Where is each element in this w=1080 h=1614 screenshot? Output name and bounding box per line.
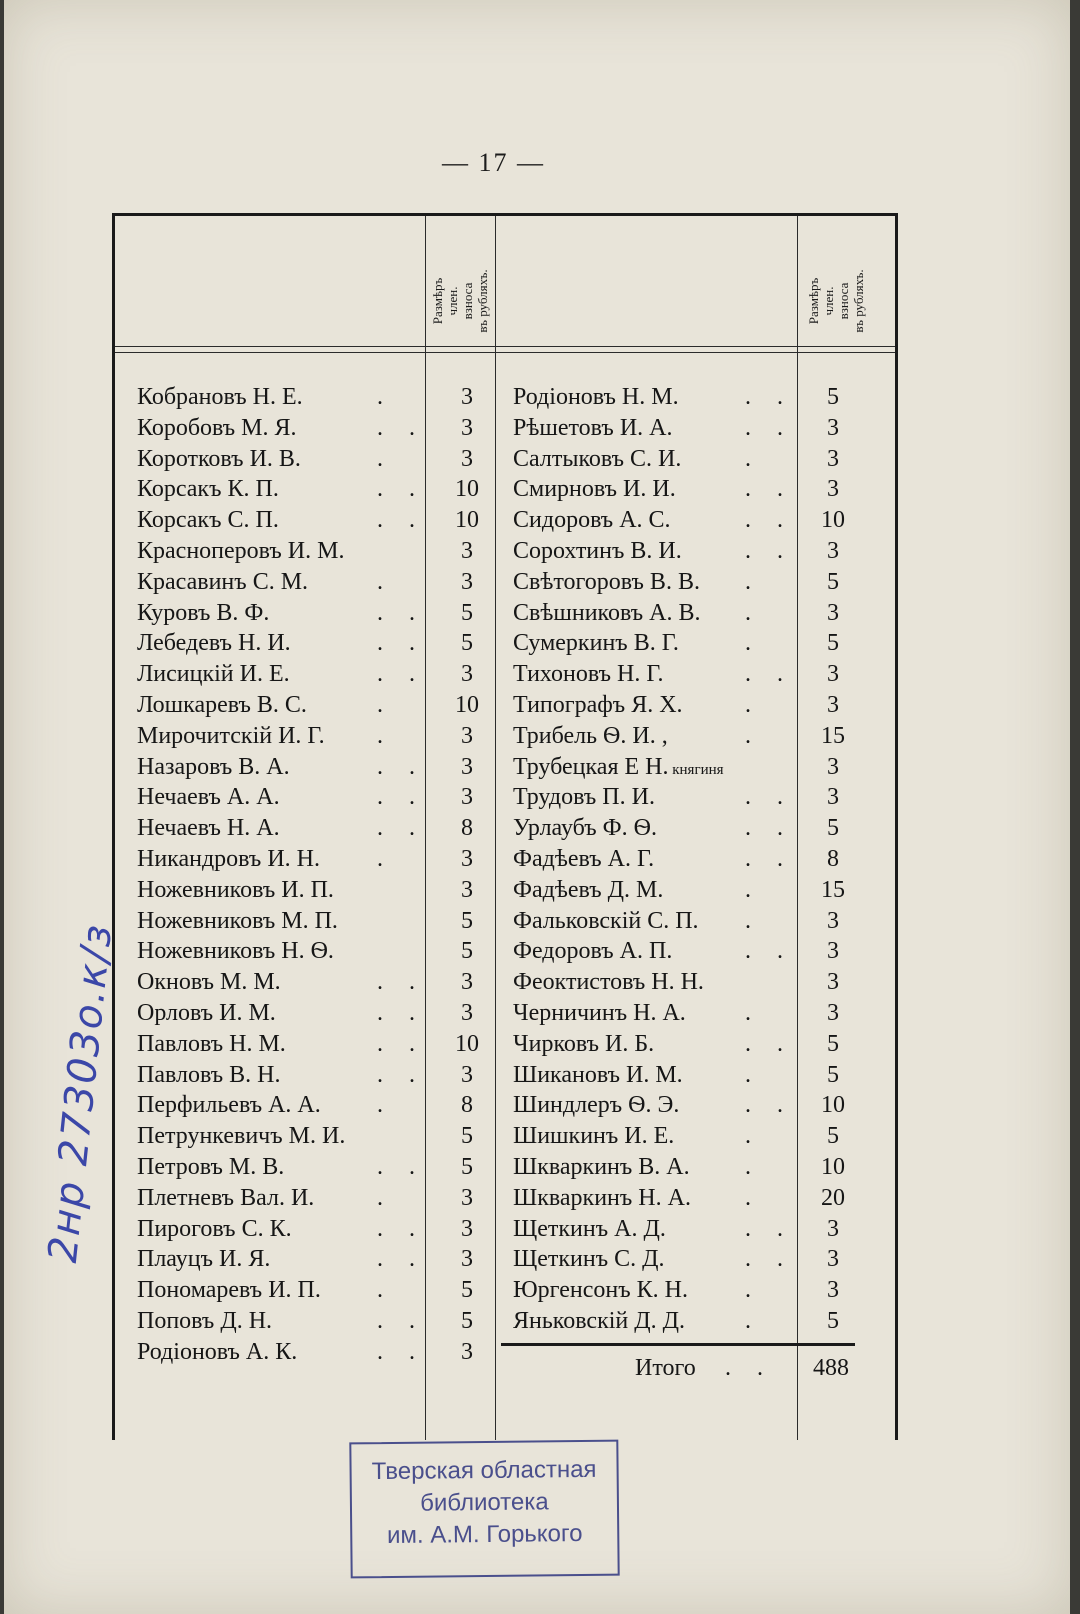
fee-amount: 3: [827, 753, 839, 780]
leader-dots: .: [377, 846, 393, 872]
member-name: Красноперовъ И. М.: [137, 538, 345, 564]
member-name: Поповъ Д. Н.: [137, 1308, 273, 1334]
fee-amount: 3: [827, 1215, 839, 1242]
fee-amount: 3: [827, 599, 839, 626]
fee-amount: 5: [827, 1123, 839, 1150]
member-name: Шиндлеръ Ѳ. Э.: [513, 1092, 680, 1119]
fee-amount: 3: [827, 907, 839, 934]
fee-amount: 3: [827, 969, 839, 996]
left-column-row: [137, 784, 507, 815]
member-name: Салтыковъ С. И.: [513, 445, 682, 472]
fee-amount: 5: [461, 1308, 473, 1334]
right-column-row: [513, 969, 873, 1000]
leader-dots: . .: [377, 507, 425, 534]
right-column-row: [513, 846, 873, 877]
member-name: Перфильевъ А. А.: [137, 1092, 321, 1119]
member-name: Нечаевъ Н. А.: [137, 815, 280, 842]
member-name: Фадѣевъ А. Г.: [513, 846, 655, 872]
leader-dots: . .: [377, 661, 425, 688]
member-name: Петрункевичъ М. И.: [137, 1123, 346, 1150]
leader-dots: .: [745, 630, 761, 657]
leader-dots: . .: [377, 1338, 425, 1365]
right-column-row: [513, 877, 873, 908]
left-column-row: [137, 1154, 507, 1185]
fee-amount: 3: [461, 1000, 473, 1026]
member-name: Смирновъ И. И.: [513, 476, 676, 503]
leader-dots: . .: [377, 753, 425, 780]
fee-amount: 3: [827, 414, 839, 441]
leader-dots: .: [377, 692, 393, 718]
member-name: Родіоновъ Н. М.: [513, 384, 679, 410]
member-name: Шкваркинъ В. А.: [513, 1154, 690, 1180]
member-name: Пономаревъ И. П.: [137, 1277, 321, 1304]
left-column-row: [137, 754, 507, 785]
member-name: Федоровъ А. П.: [513, 938, 673, 965]
member-name: Фальковскій С. П.: [513, 907, 699, 934]
leader-dots: . .: [377, 414, 425, 441]
fee-amount: 3: [827, 938, 839, 965]
member-name: Куровъ В. Ф.: [137, 599, 270, 626]
stamp-line: Тверская областная: [371, 1455, 597, 1486]
member-name: Никандровъ И. Н.: [137, 846, 320, 872]
header-rule: [115, 346, 895, 347]
left-column-row: [137, 1092, 507, 1123]
leader-dots: .: [377, 568, 393, 595]
member-name: Коротковъ И. В.: [137, 445, 301, 472]
left-column-row: [137, 1000, 507, 1031]
leader-dots: .: [745, 1308, 761, 1334]
left-column-row: [137, 415, 507, 446]
fee-amount: 10: [455, 1030, 479, 1057]
member-name: Красавинъ С. М.: [137, 568, 309, 595]
fee-amount: 5: [827, 1308, 839, 1334]
right-column-row: [513, 1246, 873, 1277]
member-name: Орловъ И. М.: [137, 1000, 276, 1026]
fee-amount: 3: [461, 661, 473, 688]
fee-amount: 5: [461, 938, 473, 965]
left-column-row: [137, 1277, 507, 1308]
member-name: Трубецкая Е Н. княгиня: [513, 753, 724, 780]
fee-amount: 8: [827, 846, 839, 872]
left-column-row: [137, 815, 507, 846]
member-name: Нечаевъ А. А.: [137, 784, 280, 811]
fee-amount: 5: [827, 384, 839, 410]
member-name: Яньковскій Д. Д.: [513, 1308, 685, 1334]
leader-dots: . .: [377, 1061, 425, 1088]
member-name: Плетневъ Вал. И.: [137, 1184, 315, 1211]
member-name: Типографъ Я. Х.: [513, 692, 683, 718]
member-name: Кобрановъ Н. Е.: [137, 384, 303, 410]
member-name: Лошкаревъ В. С.: [137, 692, 307, 718]
leader-dots: . .: [745, 538, 793, 564]
fee-amount: 3: [827, 692, 839, 718]
right-column-row: [513, 415, 873, 446]
fee-amount: 3: [461, 876, 473, 903]
membership-fee-table: [112, 213, 898, 1440]
leader-dots: . .: [745, 414, 793, 441]
fee-amount: 3: [827, 445, 839, 472]
fee-amount: 5: [461, 1123, 473, 1150]
fee-amount: 3: [461, 722, 473, 749]
leader-dots: . .: [745, 1092, 793, 1119]
right-column-row: [513, 1154, 873, 1185]
right-column-row: [513, 754, 873, 785]
total-dots: . .: [725, 1355, 773, 1381]
total-row: [115, 1355, 895, 1386]
right-column-row: [513, 384, 873, 415]
fee-amount: 5: [461, 599, 473, 626]
fee-amount: 10: [821, 1092, 845, 1119]
member-name: Трибель Ѳ. И. ,: [513, 722, 668, 749]
leader-dots: .: [377, 445, 393, 472]
member-name: Пироговъ С. К.: [137, 1215, 292, 1242]
leader-dots: . .: [377, 476, 425, 503]
leader-dots: . .: [745, 661, 793, 688]
member-note: княгиня: [668, 761, 724, 778]
leader-dots: . .: [377, 599, 425, 626]
member-name: Ножевниковъ Н. Ѳ.: [137, 938, 334, 965]
fee-amount: 8: [461, 815, 473, 842]
stamp-line: библиотека: [420, 1488, 549, 1517]
member-name: Назаровъ В. А.: [137, 753, 290, 780]
leader-dots: . .: [377, 1246, 425, 1273]
fee-amount: 3: [461, 414, 473, 441]
leader-dots: .: [745, 1277, 761, 1304]
right-column-row: [513, 507, 873, 538]
fee-amount: 3: [461, 784, 473, 811]
right-column-row: [513, 1062, 873, 1093]
right-column-row: [513, 446, 873, 477]
fee-amount: 3: [461, 1061, 473, 1088]
total-amount: 488: [813, 1355, 849, 1381]
leader-dots: . .: [745, 938, 793, 965]
member-name: Сумеркинъ В. Г.: [513, 630, 679, 657]
left-column-row: [137, 1031, 507, 1062]
right-column-row: [513, 538, 873, 569]
member-name: Петровъ М. В.: [137, 1154, 285, 1180]
member-name: Родіоновъ А. К.: [137, 1338, 298, 1365]
member-name: Свѣтогоровъ В. В.: [513, 568, 700, 595]
left-column-row: [137, 1062, 507, 1093]
left-column-row: [137, 1246, 507, 1277]
fee-amount: 15: [821, 876, 845, 903]
left-column-row: [137, 692, 507, 723]
member-name: Мирочитскій И. Г.: [137, 722, 325, 749]
member-name: Сорохтинъ В. И.: [513, 538, 682, 564]
member-name: Феоктистовъ Н. Н.: [513, 969, 704, 996]
leader-dots: . .: [377, 1000, 425, 1026]
leader-dots: .: [377, 384, 393, 410]
member-name: Урлаубъ Ф. Ѳ.: [513, 815, 657, 842]
leader-dots: . .: [745, 1215, 793, 1242]
fee-amount: 3: [827, 476, 839, 503]
leader-dots: . .: [377, 969, 425, 996]
fee-amount: 5: [461, 1277, 473, 1304]
fee-amount: 3: [461, 384, 473, 410]
fee-amount: 15: [821, 722, 845, 749]
header-rule: [115, 352, 895, 353]
left-column-row: [137, 1308, 507, 1339]
left-column-row: [137, 476, 507, 507]
fee-amount: 3: [461, 969, 473, 996]
stamp-line: им. А.М. Горького: [386, 1519, 583, 1550]
leader-dots: . .: [377, 630, 425, 657]
fee-amount: 5: [827, 1030, 839, 1057]
leader-dots: . .: [745, 384, 793, 410]
page-number: — 17 —: [442, 148, 545, 177]
right-column-row: [513, 1123, 873, 1154]
right-column-row: [513, 600, 873, 631]
fee-amount: 3: [827, 1246, 839, 1273]
fee-amount: 3: [827, 784, 839, 811]
member-name: Лебедевъ Н. И.: [137, 630, 291, 657]
leader-dots: .: [745, 1123, 761, 1150]
document-page: [4, 0, 1070, 1614]
member-name: Павловъ В. Н.: [137, 1061, 281, 1088]
leader-dots: .: [745, 445, 761, 472]
right-column-row: [513, 661, 873, 692]
member-name: Щеткинъ С. Д.: [513, 1246, 665, 1273]
fee-amount: 3: [827, 1000, 839, 1026]
right-column-row: [513, 569, 873, 600]
right-column-row: [513, 630, 873, 661]
left-column-row: [137, 1185, 507, 1216]
member-name: Фадѣевъ Д. М.: [513, 876, 664, 903]
member-name: Щеткинъ А. Д.: [513, 1215, 666, 1242]
leader-dots: . .: [745, 784, 793, 811]
fee-amount: 5: [827, 1061, 839, 1088]
right-column-row: [513, 1092, 873, 1123]
right-column-row: [513, 1031, 873, 1062]
fee-amount: 3: [461, 1184, 473, 1211]
fee-amount: 3: [461, 568, 473, 595]
fee-amount: 10: [455, 507, 479, 534]
member-name: Шикановъ И. М.: [513, 1061, 683, 1088]
member-name: Трудовъ П. И.: [513, 784, 655, 811]
member-name: Свѣшниковъ А. В.: [513, 599, 701, 626]
left-column-row: [137, 938, 507, 969]
fee-amount: 3: [827, 661, 839, 688]
leader-dots: . .: [745, 1030, 793, 1057]
leader-dots: .: [745, 568, 761, 595]
left-column-row: [137, 723, 507, 754]
fee-amount: 10: [455, 692, 479, 718]
leader-dots: .: [745, 1061, 761, 1088]
total-rule: [501, 1343, 855, 1346]
left-column-row: [137, 661, 507, 692]
handwritten-inventory-mark: [40, 860, 120, 1280]
leader-dots: .: [745, 1154, 761, 1180]
fee-amount: 3: [461, 1246, 473, 1273]
leader-dots: .: [377, 1092, 393, 1119]
left-column-row: [137, 507, 507, 538]
left-column-row: [137, 969, 507, 1000]
fee-amount: 5: [827, 815, 839, 842]
right-column-row: [513, 1000, 873, 1031]
left-column-row: [137, 600, 507, 631]
fee-amount: 3: [461, 1215, 473, 1242]
left-column-row: [137, 846, 507, 877]
member-name: Плауцъ И. Я.: [137, 1246, 271, 1273]
leader-dots: . .: [745, 476, 793, 503]
leader-dots: .: [745, 599, 761, 626]
right-column-row: [513, 1308, 873, 1339]
member-name: Чирковъ И. Б.: [513, 1030, 655, 1057]
leader-dots: .: [745, 1000, 761, 1026]
leader-dots: . .: [377, 1030, 425, 1057]
fee-amount: 5: [461, 907, 473, 934]
member-name: Ножевниковъ И. П.: [137, 876, 334, 903]
member-name: Юргенсонъ К. Н.: [513, 1277, 688, 1304]
right-column-row: [513, 908, 873, 939]
member-name: Корсакъ С. П.: [137, 507, 279, 534]
left-column-row: [137, 630, 507, 661]
leader-dots: . .: [745, 815, 793, 842]
leader-dots: .: [377, 1184, 393, 1211]
left-column-row: [137, 538, 507, 569]
handwritten-text: 2нр 27303о.к/з: [40, 920, 122, 1265]
right-column-row: [513, 1185, 873, 1216]
leader-dots: .: [745, 876, 761, 903]
fee-amount: 3: [461, 1338, 473, 1365]
right-column-row: [513, 815, 873, 846]
right-column-row: [513, 784, 873, 815]
fee-amount: 10: [821, 1154, 845, 1180]
member-name: Черничинъ Н. А.: [513, 1000, 686, 1026]
fee-amount: 3: [827, 1277, 839, 1304]
fee-amount: 3: [461, 846, 473, 872]
fee-amount: 20: [821, 1184, 845, 1211]
member-name: Окновъ М. М.: [137, 969, 281, 996]
member-name: Сидоровъ А. С.: [513, 507, 671, 534]
right-column-row: [513, 938, 873, 969]
leader-dots: .: [745, 907, 761, 934]
left-column-row: [137, 1216, 507, 1247]
leader-dots: .: [745, 692, 761, 718]
right-column-row: [513, 723, 873, 754]
member-name: Ножевниковъ М. П.: [137, 907, 338, 934]
member-name: Лисицкій И. Е.: [137, 661, 290, 688]
right-column-row: [513, 1216, 873, 1247]
right-column-row: [513, 692, 873, 723]
leader-dots: . .: [377, 815, 425, 842]
leader-dots: . .: [745, 507, 793, 534]
right-column-row: [513, 1277, 873, 1308]
leader-dots: . .: [745, 846, 793, 872]
left-column-row: [137, 908, 507, 939]
library-stamp: [349, 1440, 619, 1579]
member-name: Павловъ Н. М.: [137, 1030, 286, 1057]
left-column-row: [137, 384, 507, 415]
member-name: Коробовъ М. Я.: [137, 414, 297, 441]
fee-amount: 5: [461, 630, 473, 657]
member-name: Шкваркинъ Н. А.: [513, 1184, 691, 1211]
leader-dots: . .: [377, 784, 425, 811]
fee-amount: 5: [827, 630, 839, 657]
member-name: Корсакъ К. П.: [137, 476, 279, 503]
fee-amount: 10: [821, 507, 845, 534]
member-name: Тихоновъ Н. Г.: [513, 661, 664, 688]
member-name: Рѣшетовъ И. А.: [513, 414, 673, 441]
left-column-row: [137, 569, 507, 600]
left-column-row: [137, 1123, 507, 1154]
fee-amount: 5: [461, 1154, 473, 1180]
leader-dots: .: [745, 722, 761, 749]
fee-amount: 8: [461, 1092, 473, 1119]
left-amount-header: Размѣръ член. взноса въ рубляхъ.: [430, 269, 490, 333]
fee-amount: 3: [461, 538, 473, 564]
leader-dots: . .: [377, 1215, 425, 1242]
fee-amount: 3: [827, 538, 839, 564]
leader-dots: . .: [745, 1246, 793, 1273]
fee-amount: 3: [461, 753, 473, 780]
right-column-row: [513, 476, 873, 507]
fee-amount: 3: [461, 445, 473, 472]
total-label: Итого: [635, 1355, 696, 1381]
fee-amount: 10: [455, 476, 479, 503]
fee-amount: 5: [827, 568, 839, 595]
left-column-row: [137, 877, 507, 908]
leader-dots: .: [745, 1184, 761, 1211]
member-name: Шишкинъ И. Е.: [513, 1123, 675, 1150]
leader-dots: .: [377, 1277, 393, 1304]
leader-dots: .: [377, 722, 393, 749]
left-column-row: [137, 446, 507, 477]
right-amount-header: Размѣръ член. взноса въ рубляхъ.: [806, 269, 866, 333]
leader-dots: . .: [377, 1154, 425, 1180]
leader-dots: . .: [377, 1308, 425, 1334]
